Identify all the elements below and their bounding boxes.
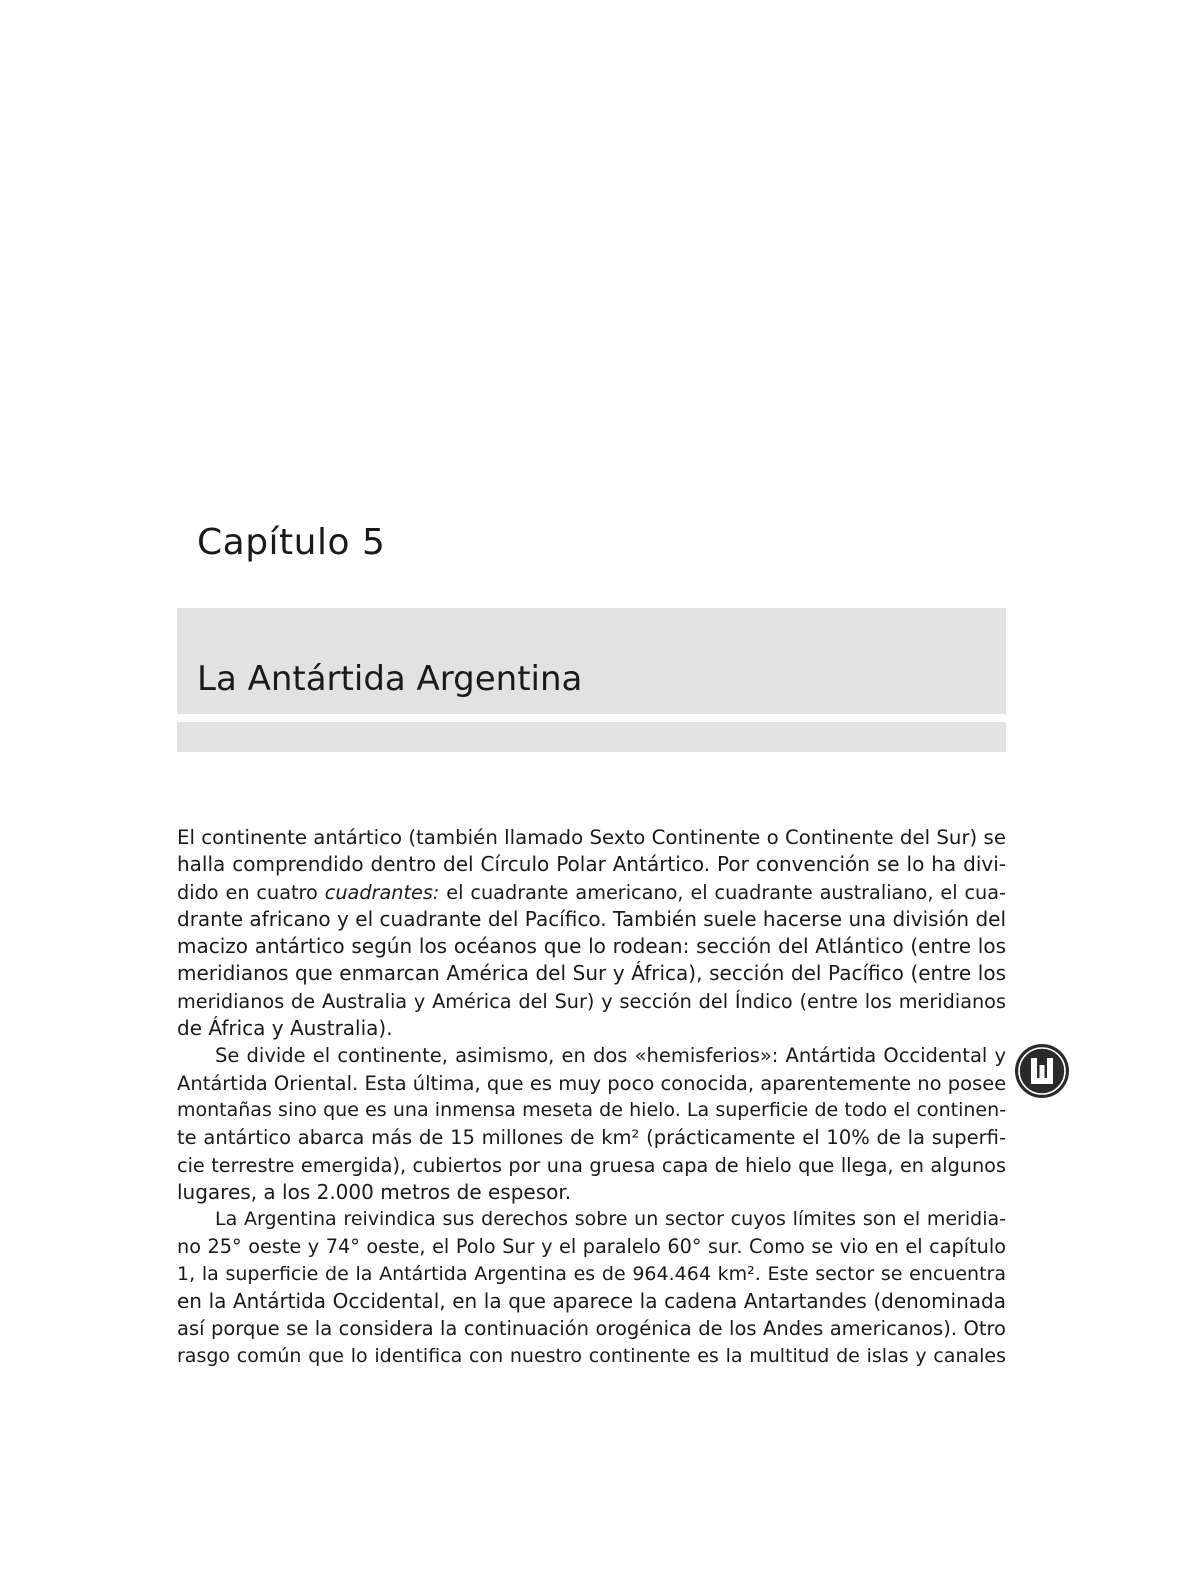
italic-term: cuadrantes: bbox=[324, 880, 440, 904]
body-line: lugares, a los 2.000 metros de espesor. bbox=[177, 1179, 572, 1204]
body-line: en la Antártida Occidental, en la que aparece la cadena Antartandes (denominada bbox=[177, 1289, 1006, 1314]
body-line: cie terrestre emergida), cubiertos por una gruesa capa de hielo que llega, en algunos bbox=[177, 1153, 1006, 1177]
body-line: macizo antártico según los océanos que lo rodean: sección del Atlántico (entre los bbox=[177, 934, 1006, 959]
body-line-segment: el cuadrante americano, el cuadrante australiano, el cua- bbox=[439, 880, 1006, 904]
body-line: montañas sino que es una inmensa meseta de hielo. La superficie de todo el continen- bbox=[177, 1098, 1006, 1121]
body-line: Antártida Oriental. Esta última, que es muy poco conocida, aparentemente no posee bbox=[177, 1071, 1006, 1095]
body-line-mixed bbox=[177, 879, 1006, 906]
body-line: te antártico abarca más de 15 millones de km² (prácticamente el 10% de la superfi- bbox=[177, 1126, 1006, 1150]
chapter-label: Capítulo 5 bbox=[197, 522, 386, 563]
body-line: de África y Australia). bbox=[177, 1016, 393, 1041]
title-band bbox=[177, 608, 1006, 714]
body-line: rasgo común que lo identifica con nuestro continente es la multitud de islas y canales bbox=[177, 1344, 1006, 1367]
chapter-title: La Antártida Argentina bbox=[197, 659, 583, 699]
body-line: drante africano y el cuadrante del Pacífico. También suele hacerse una división del bbox=[177, 906, 1006, 931]
body-line: meridianos que enmarcan América del Sur y África), sección del Pacífico (entre los bbox=[177, 961, 1006, 986]
body-line: La Argentina reivindica sus derechos sobre un sector cuyos límites son el meridia- bbox=[215, 1208, 1006, 1231]
title-underband bbox=[177, 722, 1006, 752]
body-line-segment: dido en cuatro bbox=[177, 880, 325, 904]
body-line: no 25° oeste y 74° oeste, el Polo Sur y el paralelo 60° sur. Como se vio en el capítulo bbox=[177, 1235, 1006, 1259]
body-line: halla comprendido dentro del Círculo Polar Antártico. Por convención se lo ha divi- bbox=[177, 852, 1006, 877]
body-line: 1, la superficie de la Antártida Argentina es de 964.464 km². Este sector se encuentra bbox=[177, 1262, 1006, 1285]
body-line: El continente antártico (también llamado Sexto Continente o Continente del Sur) se bbox=[177, 826, 1006, 849]
body-line: así porque se la considera la continuación orogénica de los Andes americanos). Otro bbox=[177, 1317, 1006, 1341]
body-text bbox=[177, 824, 1006, 1370]
publisher-seal-icon bbox=[1014, 1043, 1070, 1099]
body-line: meridianos de Australia y América del Sur) y sección del Índico (entre los meridianos bbox=[177, 989, 1006, 1013]
body-line: Se divide el continente, asimismo, en dos «hemisferios»: Antártida Occidental y bbox=[215, 1044, 1006, 1068]
